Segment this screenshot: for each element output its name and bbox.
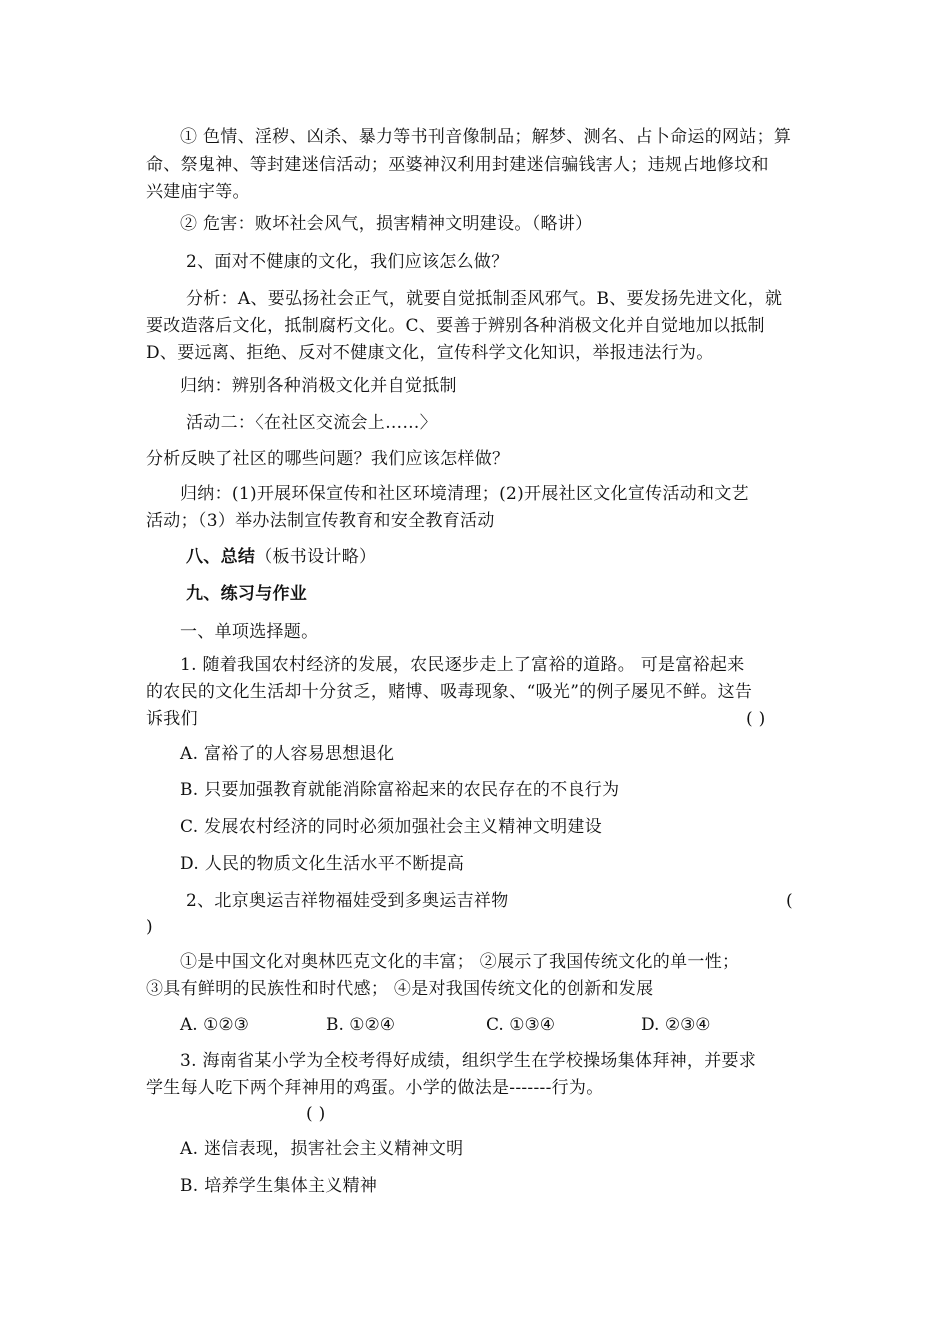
- question-text: 诉我们: [146, 709, 198, 729]
- section-heading: 九、练习与作业: [186, 584, 308, 604]
- answer-paren: ( ): [306, 1104, 326, 1124]
- text-line: 2、面对不健康的文化，我们应该怎么做？: [186, 252, 509, 272]
- option-text: D. 人民的物质文化生活水平不断提高: [180, 854, 465, 874]
- section-heading: [186, 544, 376, 570]
- text-line: 归纳：(1)开展环保宣传和社区环境清理；(2)开展社区文化宣传活动和文艺: [180, 484, 749, 504]
- statement-text: ①是中国文化对奥林匹克文化的丰富； ②展示了我国传统文化的单一性；: [180, 952, 740, 972]
- text-line: 命、祭鬼神、等封建迷信活动；巫婆神汉利用封建迷信骗钱害人；违规占地修坟和: [146, 155, 769, 175]
- option-text: B. 培养学生集体主义精神: [180, 1176, 378, 1196]
- text-line: 归纳：辨别各种消极文化并自觉抵制: [180, 376, 457, 396]
- text-line: ② 危害：败坏社会风气，损害精神文明建设。（略讲）: [180, 214, 593, 234]
- text-line: ① 色情、淫秽、凶杀、暴力等书刊音像制品；解梦、测名、占卜命运的网站；算: [180, 127, 792, 147]
- text-line: 分析反映了社区的哪些问题？我们应该怎样做？: [146, 449, 510, 469]
- option-text: B. 只要加强教育就能消除富裕起来的农民存在的不良行为: [180, 780, 620, 800]
- option-text: A. ①②③: [180, 1015, 249, 1035]
- answer-paren: ): [146, 917, 153, 937]
- text-line: D、要远离、拒绝、反对不健康文化，宣传科学文化知识，举报违法行为。: [146, 343, 714, 363]
- text-line: 活动二：〈在社区交流会上……〉: [186, 413, 437, 433]
- option-text: A. 迷信表现，损害社会主义精神文明: [180, 1139, 464, 1159]
- option-text: B. ①②④: [326, 1015, 396, 1035]
- statement-text: ③具有鲜明的民族性和时代感； ④是对我国传统文化的创新和发展: [146, 979, 654, 999]
- question-text: 学生每人吃下两个拜神用的鸡蛋。小学的做法是-------行为。: [146, 1078, 604, 1098]
- text-line: 活动；（3）举办法制宣传教育和安全教育活动: [146, 511, 495, 531]
- option-text: C. 发展农村经济的同时必须加强社会主义精神文明建设: [180, 817, 603, 837]
- answer-paren: ( ): [746, 709, 766, 729]
- answer-paren: (: [786, 891, 793, 911]
- text-line: 一、单项选择题。: [180, 622, 319, 642]
- option-text: D. ②③④: [641, 1015, 711, 1035]
- question-text: 3. 海南省某小学为全校考得好成绩，组织学生在学校操场集体拜神，并要求: [180, 1051, 757, 1071]
- text-line: 要改造落后文化，抵制腐朽文化。C、要善于辨别各种消极文化并自觉地加以抵制: [146, 316, 765, 336]
- question-text: 的农民的文化生活却十分贫乏，赌博、吸毒现象、“吸光”的例子屡见不鲜。这告: [146, 682, 753, 702]
- option-text: C. ①③④: [486, 1015, 555, 1035]
- text-line: 兴建庙宇等。: [146, 182, 250, 202]
- section-note: （板书设计略）: [255, 547, 377, 567]
- text-line: 分析：A、要弘扬社会正气，就要自觉抵制歪风邪气。B、要发扬先进文化，就: [186, 289, 783, 309]
- question-text: 1. 随着我国农村经济的发展，农民逐步走上了富裕的道路。 可是富裕起来: [180, 655, 745, 675]
- section-title: 八、总结: [186, 547, 256, 567]
- question-text: 2、北京奥运吉祥物福娃受到多奥运吉祥物: [186, 891, 509, 911]
- option-text: A. 富裕了的人容易思想退化: [180, 744, 395, 764]
